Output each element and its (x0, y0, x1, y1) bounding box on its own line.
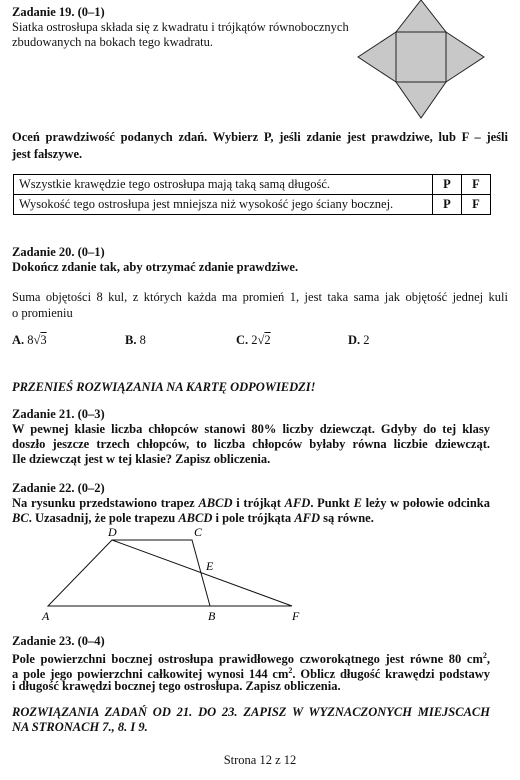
net-triangle-bottom (396, 82, 446, 118)
statement-text: Wszystkie krawędzie tego ostrosłupa mają taką samą długość. (14, 175, 433, 195)
pyramid-net-figure (356, 0, 486, 120)
label-d: D (108, 525, 117, 539)
option-a-letter: A. (12, 333, 25, 347)
label-e: E (206, 559, 214, 573)
option-a-radicand: 3 (40, 333, 47, 347)
transfer-note: PRZENIEŚ ROZWIĄZANIA NA KARTĘ ODPOWIEDZI! (12, 380, 316, 394)
trapezoid-figure (30, 524, 330, 624)
task20-text-line2: o promieniu (12, 306, 73, 320)
task20-instruction: Dokończ zdanie tak, aby otrzymać zdanie prawdziwe. (12, 260, 299, 274)
final-note-line1: ROZWIĄZANIA ZADAŃ OD 21. DO 23. ZAPISZ W WYZNACZONYCH MIEJSCACH (12, 705, 490, 719)
label-b: B (208, 609, 216, 623)
task19-header: Zadanie 19. (0–1) (12, 5, 105, 19)
task22-line1: Na rysunku przedstawiono trapez ABCD i trójkąt AFD. Punkt E leży w połowie odcinka (12, 496, 490, 510)
task22-line2: BC. Uzasadnij, że pole trapezu ABCD i pole trójkąta AFD są równe. (12, 511, 374, 525)
task21-line3: Ile dziewcząt jest w tej klasie? Zapisz obliczenia. (12, 452, 271, 466)
task19-text-line1: Siatka ostrosłupa składa się z kwadratu i trójkątów równobocznych (12, 20, 349, 34)
task20-text-line1: Suma objętości 8 kul, z których każda ma promień 1, jest taka sama jak objętość jednej kuli (12, 290, 508, 304)
net-triangle-right (446, 32, 484, 82)
option-d-letter: D. (348, 333, 361, 347)
statement-text: Wysokość tego ostrosłupa jest mniejsza niż wysokość jego ściany bocznej. (14, 195, 433, 215)
option-c-coef: 2 (251, 333, 258, 347)
task20-header: Zadanie 20. (0–1) (12, 245, 105, 259)
statement-p-option[interactable]: P (433, 195, 462, 215)
option-c-letter: C. (236, 333, 249, 347)
statement-f-option[interactable]: F (462, 195, 491, 215)
label-f: F (292, 609, 300, 623)
statement-row (14, 175, 491, 195)
option-c-radicand: 2 (264, 333, 271, 347)
task22-header: Zadanie 22. (0–2) (12, 481, 105, 495)
task23-line2: a pole jego powierzchni całkowitej wynosi 144 $cm^2$. Oblicz długość krawędzi podstawy (12, 666, 491, 682)
option-b[interactable] (125, 333, 146, 348)
net-triangle-left (358, 32, 396, 82)
task23-line3: i długość krawędzi bocznej tego ostrosłupa. Zapisz obliczenia. (12, 679, 341, 693)
option-d[interactable] (348, 333, 370, 348)
segment-df (112, 540, 292, 606)
task19-instruction-line2: jest fałszywe. (12, 147, 83, 161)
option-b-value: 8 (139, 333, 146, 347)
task19-text-line2: zbudowanych na bokach tego kwadratu. (12, 35, 213, 49)
task21-line2: doszło jeszcze trzech chłopców, to liczba chłopców byłaby równa liczbie dziewcząt. (12, 437, 490, 451)
trapezoid-abcd (48, 540, 210, 606)
sqrt-symbol: √ (257, 333, 265, 347)
label-c: C (194, 525, 203, 539)
label-a: A (42, 609, 50, 623)
option-b-letter: B. (125, 333, 137, 347)
task21-header: Zadanie 21. (0–3) (12, 407, 105, 421)
task19-instruction-line1: Oceń prawdziwość podanych zdań. Wybierz P, jeśli zdanie jest prawdziwe, lub F – jeśli (12, 130, 508, 144)
option-c[interactable] (236, 333, 271, 348)
task23-header: Zadanie 23. (0–4) (12, 634, 105, 648)
task21-line1: W pewnej klasie liczba chłopców stanowi 80% liczby dziewcząt. Gdyby do tej klasy (12, 422, 490, 436)
statement-f-option[interactable]: F (462, 175, 491, 195)
net-square (396, 32, 446, 82)
sqrt-symbol: √ (33, 333, 41, 347)
option-d-value: 2 (363, 333, 370, 347)
statement-row (14, 195, 491, 215)
page-footer: Strona 12 z 12 (223, 753, 297, 767)
option-a-coef: 8 (27, 333, 34, 347)
statement-p-option[interactable]: P (433, 175, 462, 195)
task19-statements-table (13, 174, 491, 215)
option-a[interactable] (12, 333, 47, 348)
final-note-line2: NA STRONACH 7., 8. I 9. (12, 720, 148, 734)
task23-line1: Pole powierzchni bocznej ostrosłupa prawidłowego czworokątnego jest równe 80 $cm^2$, (12, 651, 490, 667)
net-triangle-top (396, 0, 446, 32)
task20-options (12, 333, 508, 351)
